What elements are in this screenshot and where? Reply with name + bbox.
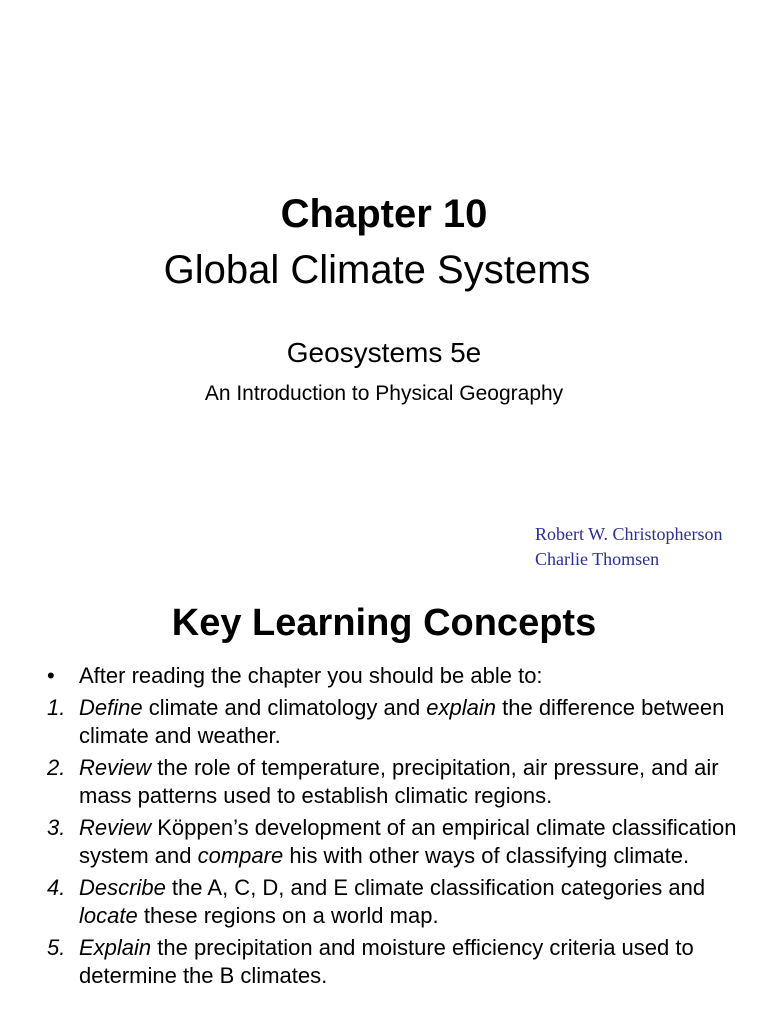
item-text: the precipitation and moisture efficiency criteria used to determine the B climates. [79,935,694,988]
item-text: the difference between climate and weather. [79,695,725,748]
book-subtitle: An Introduction to Physical Geography [204,382,564,405]
item-text: climate and climatology and [142,695,427,720]
key-concepts-slide [0,585,768,1024]
action-verb: Review [79,755,152,780]
author-name: Charlie Thomsen [535,549,660,569]
intro-text: After reading the chapter you should be able to: [79,663,543,688]
concept-list [0,662,768,994]
action-verb: locate [79,903,138,928]
chapter-subtitle: Global Climate Systems [163,248,591,292]
item-text: his with other ways of classifying climate. [283,843,690,868]
chapter-heading: Chapter 10 [280,192,488,236]
action-verb: Define [79,695,143,720]
item-number: 4. [47,875,66,900]
list-item [0,934,768,990]
slide-title: Key Learning Concepts [171,602,597,644]
item-text: these regions on a world map. [137,903,439,928]
book-title: Geosystems 5e [286,337,482,368]
item-text: Köppen’s development of an empirical climate classification system and [79,815,737,868]
list-item [0,662,768,690]
action-verb: Review [79,815,152,840]
item-number: 2. [47,755,66,780]
author-name: Robert W. Christopherson [535,524,723,544]
item-number: 5. [47,935,66,960]
author-credits [535,522,768,572]
list-item [0,874,768,930]
item-number: 3. [47,815,66,840]
item-number: 1. [47,695,66,720]
action-verb: Describe [79,875,166,900]
action-verb: explain [426,695,497,720]
action-verb: compare [197,843,284,868]
list-item [0,694,768,750]
list-item [0,814,768,870]
bullet-marker: • [47,663,55,688]
list-item [0,754,768,810]
item-text: the role of temperature, precipitation, air pressure, and air mass patterns used to establish climatic regions. [79,755,719,808]
item-text: the A, C, D, and E climate classification categories and [165,875,706,900]
action-verb: Explain [79,935,152,960]
